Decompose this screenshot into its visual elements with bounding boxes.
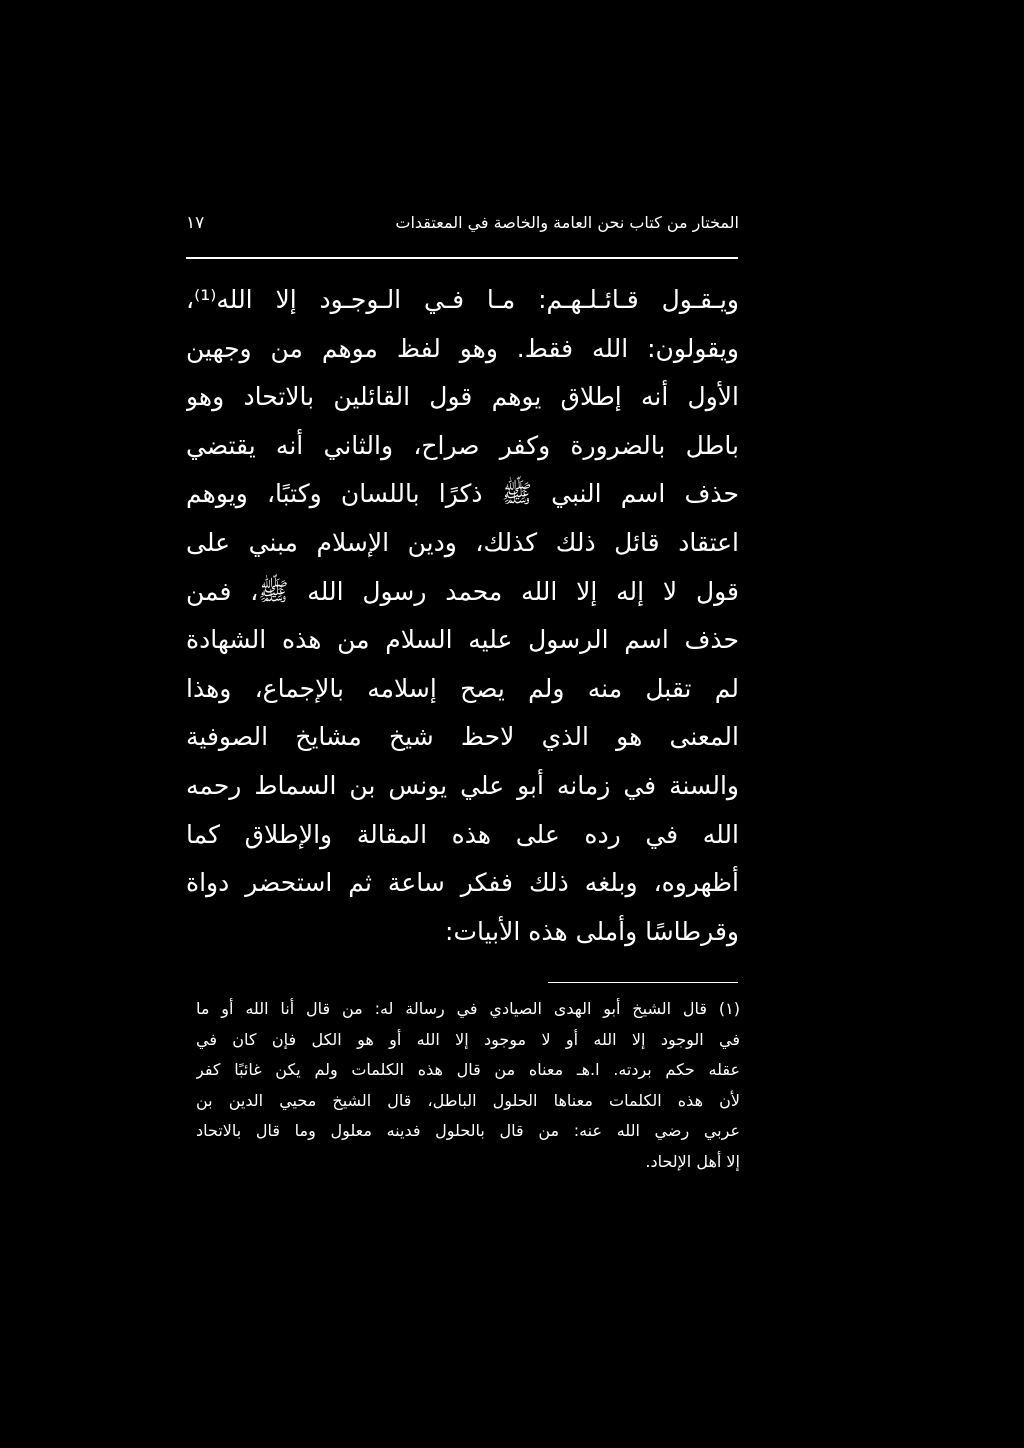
running-header-title: المختار من كتاب نحن العامة والخاصة في المعتقدات	[395, 213, 739, 232]
text-line: حذف اسم النبي ﷺ ذكرًا باللسان وكتبًا، ويوهم	[186, 479, 739, 509]
text-line: ويقولون: الله فقط. وهو لفظ موهم من وجهين	[186, 333, 739, 363]
text-line: والسنة في زمانه أبو علي يونس بن السماط رحمه	[186, 770, 739, 800]
footnote-line: عربي رضي الله عنه: من قال بالحلول فدينه معلول وما قال بالاتحاد	[196, 1121, 740, 1141]
text-line: وقرطاسًا وأملى هذه الأبيات:	[445, 916, 739, 946]
text-line: لم تقبل منه ولم يصح إسلامه بالإجماع، وهذا	[186, 673, 739, 703]
text-line: ويـقـول قـائـلـهـم: مـا فـي الـوجـود إلا الله⁽¹⁾،	[186, 285, 739, 314]
footnote-line: إلا أهل الإلحاد.	[645, 1151, 740, 1171]
text-line: قول لا إله إلا الله محمد رسول الله ﷺ، فمن	[186, 576, 739, 606]
text-line: الله في رده على هذه المقالة والإطلاق كما	[186, 819, 739, 849]
header-rule	[186, 257, 738, 259]
footnote-line: عقله حكم بردته. ا.هـ معناه من قال هذه الكلمات ولم يكن غائبًا كفر	[196, 1060, 740, 1080]
footnote-line: في الوجود إلا الله أو لا موجود إلا الله أو هو الكل فإن كان في	[196, 1029, 740, 1049]
footnotes	[196, 994, 740, 1178]
text-line: حذف اسم الرسول عليه السلام من هذه الشهادة	[186, 625, 739, 655]
footnote-separator	[548, 982, 738, 983]
text-line: باطل بالضرورة وكفر صراح، والثاني أنه يقتضي	[186, 430, 739, 460]
text-line: الأول أنه إطلاق يوهم قول القائلين بالاتحاد وهو	[186, 382, 739, 412]
text-line: أظهروه، وبلغه ذلك ففكر ساعة ثم استحضر دواة	[186, 868, 739, 898]
main-text	[186, 276, 739, 956]
footnote-line: (١) قال الشيخ أبو الهدى الصيادي في رسالة له: من قال أنا الله أو ما	[196, 999, 740, 1018]
page-number: ١٧	[186, 213, 205, 233]
footnote-line: لأن هذه الكلمات معناها الحلول الباطل، قال الشيخ محيي الدين بن	[196, 1090, 740, 1110]
text-line: اعتقاد قائل ذلك كذلك، ودين الإسلام مبني على	[186, 527, 739, 557]
text-line: المعنى هو الذي لاحظ شيخ مشايخ الصوفية	[186, 722, 739, 752]
running-header	[186, 208, 739, 238]
